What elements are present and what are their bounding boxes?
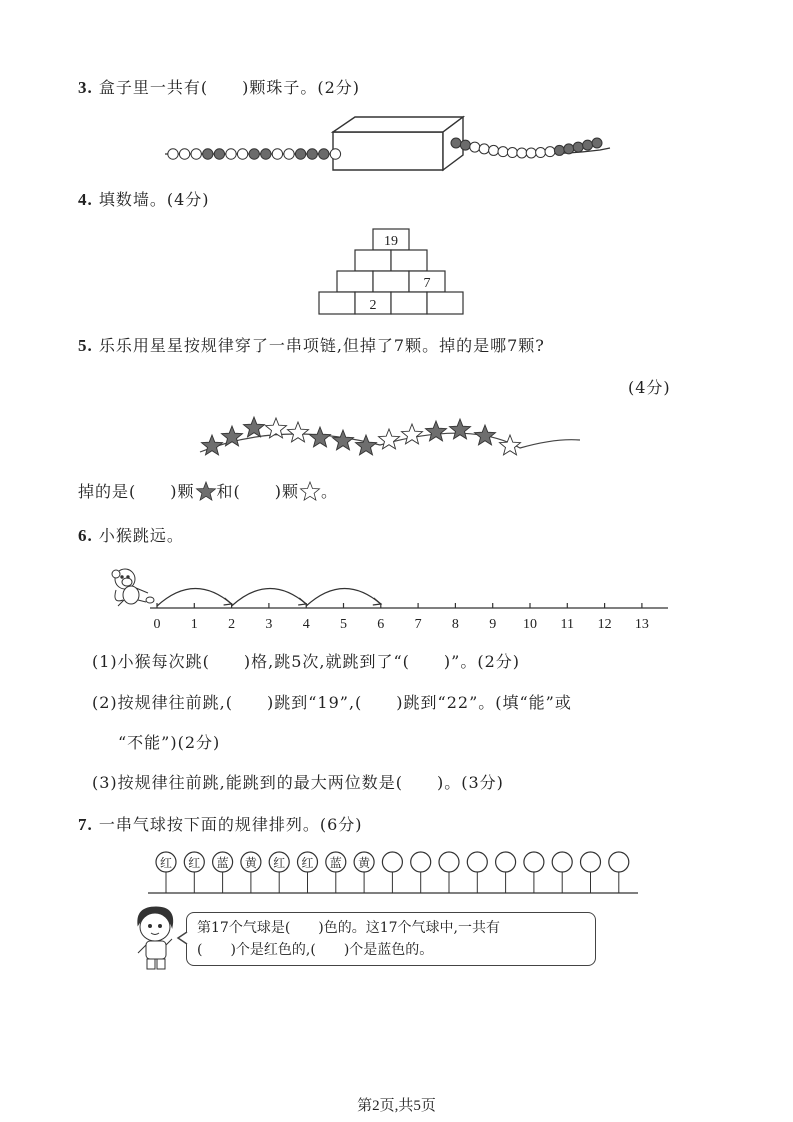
question-5-score: (4分) [628,378,671,397]
question-7-number: 7. [78,815,93,834]
balloon-label: 蓝 [216,856,229,870]
number-line-tick-label: 11 [560,617,575,632]
question-4-number: 4. [78,190,93,209]
bubble-line-1: 第17个气球是( )色的。这17个气球中,一共有 [197,920,501,936]
page-footer: 第2页,共5页 [357,1098,436,1114]
number-line-tick-label: 2 [228,617,236,632]
number-line-tick-label: 12 [597,617,612,632]
answer-end: 。 [321,482,339,501]
boy-icon [132,903,180,973]
balloon [609,852,629,872]
number-line-tick-label: 6 [377,617,385,632]
number-line-tick-label: 10 [523,617,537,632]
speech-bubble-tail [176,930,190,946]
bubble-line-2: ( )个是红色的,( )个是蓝色的。 [197,942,434,958]
speech-bubble [186,912,596,966]
answer-dark-label: 掉的是( )颗 [78,482,195,501]
number-line-tick-label: 0 [153,617,161,632]
balloon [439,852,459,872]
question-6-sub2: (2)按规律往前跳,( )跳到“19”,( )跳到“22”。(填“能”或 [92,693,572,712]
balloon-label: 红 [273,856,286,870]
balloon [496,852,516,872]
question-6-sub3: (3)按规律往前跳,能跳到的最大两位数是( )。(3分) [92,773,504,792]
question-3-number: 3. [78,78,93,97]
question-6-sub2-note: “不能”)(2分) [118,733,221,752]
balloon [467,852,487,872]
wall-top-number: 19 [384,234,398,249]
number-line-tick-label: 13 [634,617,649,632]
number-line-tick-label: 9 [489,617,497,632]
balloon [411,852,431,872]
balloon [552,852,572,872]
number-line-tick-label: 7 [414,617,422,632]
balloon [524,852,544,872]
balloon-label: 黄 [358,856,371,870]
wall-row3-number: 7 [423,276,431,291]
balloon-label: 红 [159,856,173,870]
question-3-text: 盒子里一共有( )颗珠子。(2分) [98,78,360,97]
balloon-label: 蓝 [329,856,342,870]
question-5-number: 5. [78,336,93,355]
question-4-text: 填数墙。(4分) [98,190,210,209]
balloon-label: 黄 [244,856,257,870]
question-7-text: 一串气球按下面的规律排列。(6分) [98,815,363,834]
balloon-label: 红 [188,856,201,870]
question-6-text: 小猴跳远。 [98,526,184,545]
question-6-sub1: (1)小猴每次跳( )格,跳5次,就跳到了“( )”。(2分) [92,652,521,671]
number-line-tick-label: 3 [265,617,273,632]
number-line-tick-label: 4 [302,617,310,632]
balloon [581,852,601,872]
balloon-label: 红 [301,856,314,870]
question-6-number: 6. [78,526,93,545]
number-line-tick-label: 1 [190,617,198,632]
number-line-tick-label: 5 [340,617,347,632]
balloon [382,852,402,872]
question-5-text: 乐乐用星星按规律穿了一串项链,但掉了7颗。掉的是哪7颗? [98,336,545,355]
number-line-tick-label: 8 [451,617,459,632]
answer-light-label: 和( )颗 [216,482,299,501]
wall-bottom-number: 2 [369,298,377,313]
